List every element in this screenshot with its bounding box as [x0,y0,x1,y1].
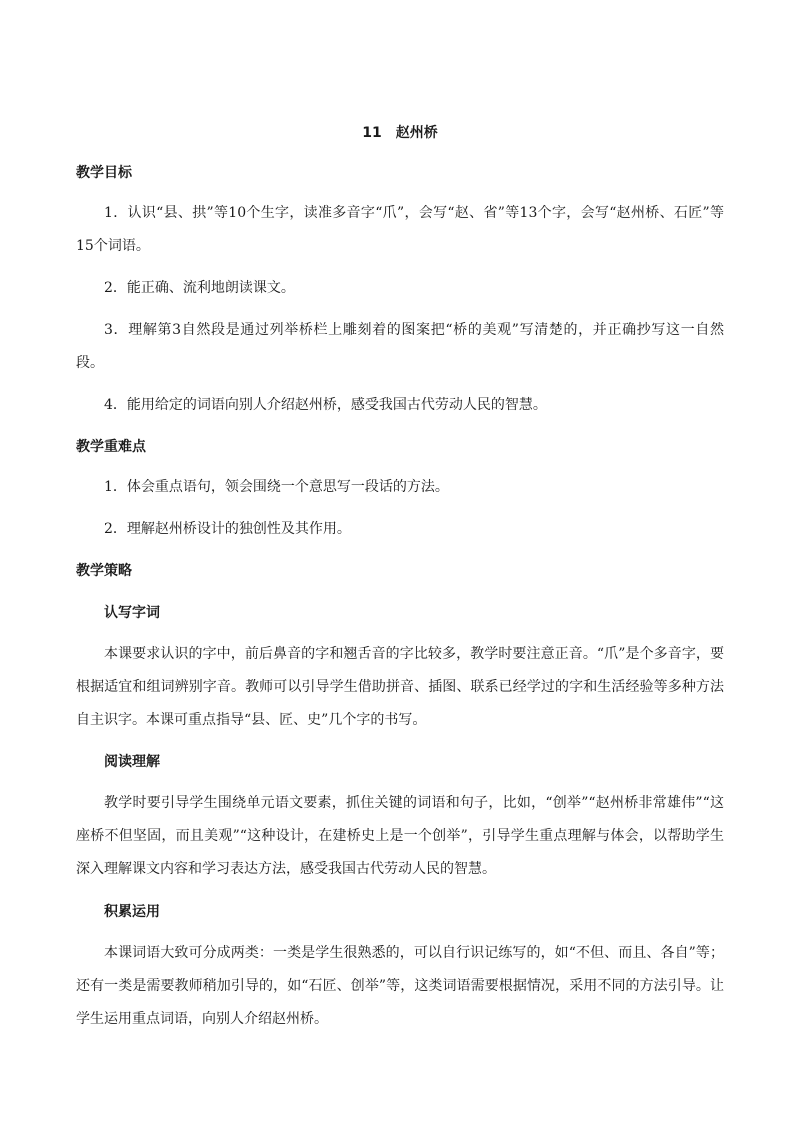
heading-teaching-strategies: 教学策略 [76,563,132,579]
strategy-word-learning-text: 本课要求认识的字中，前后鼻音的字和翘舌音的字比较多，教学时要注意正音。“爪”是个多音字，要根据适宜和组词辨别字音。教师可以引导学生借助拼音、插图、联系已经学过的字和生活经验等多种方法自主识字。本课可重点指导“县、匠、史”几个字的书写。 [76,646,724,728]
strategy-accumulation-application-text: 本课词语大致可分成两类：一类是学生很熟悉的，可以自行识记练写的，如“不但、而且、各自”等；还有一类是需要教师稍加引导的，如“石匠、创举”等，这类词语需要根据情况，采用不同的方法引导。让学生运用重点词语，向别人介绍赵州桥。 [76,945,724,1027]
goal-item-4: 4．能用给定的词语向别人介绍赵州桥，感受我国古代劳动人民的智慧。 [104,397,547,413]
goal-item-2: 2．能正确、流利地朗读课文。 [104,280,295,296]
lesson-title: 11 赵州桥 [362,125,438,141]
heading-key-points: 教学重难点 [76,439,146,455]
subheading-reading-comprehension: 阅读理解 [104,754,160,770]
goal-item-3: 3．理解第3自然段是通过列举桥栏上雕刻着的图案把“桥的美观”写清楚的，并正确抄写这一自然段。 [76,322,724,371]
subheading-word-learning: 认写字词 [104,605,160,621]
key-point-item-2: 2．理解赵州桥设计的独创性及其作用。 [104,521,351,537]
strategy-reading-comprehension-text: 教学时要引导学生围绕单元语文要素，抓住关键的词语和句子，比如，“创举”“赵州桥非常雄伟”“这座桥不但坚固，而且美观”“这种设计，在建桥史上是一个创举”，引导学生重点理解与体会，以帮助学生深入理解课文内容和学习表达方法，感受我国古代劳动人民的智慧。 [76,795,724,877]
heading-teaching-goals: 教学目标 [76,165,132,181]
subheading-accumulation-application: 积累运用 [104,904,160,920]
key-point-item-1: 1．体会重点语句，领会围绕一个意思写一段话的方法。 [104,479,449,495]
goal-item-1: 1．认识“县、拱”等10个生字，读准多音字“爪”，会写“赵、省”等13个字，会写“赵州桥、石匠”等15个词语。 [76,205,724,254]
